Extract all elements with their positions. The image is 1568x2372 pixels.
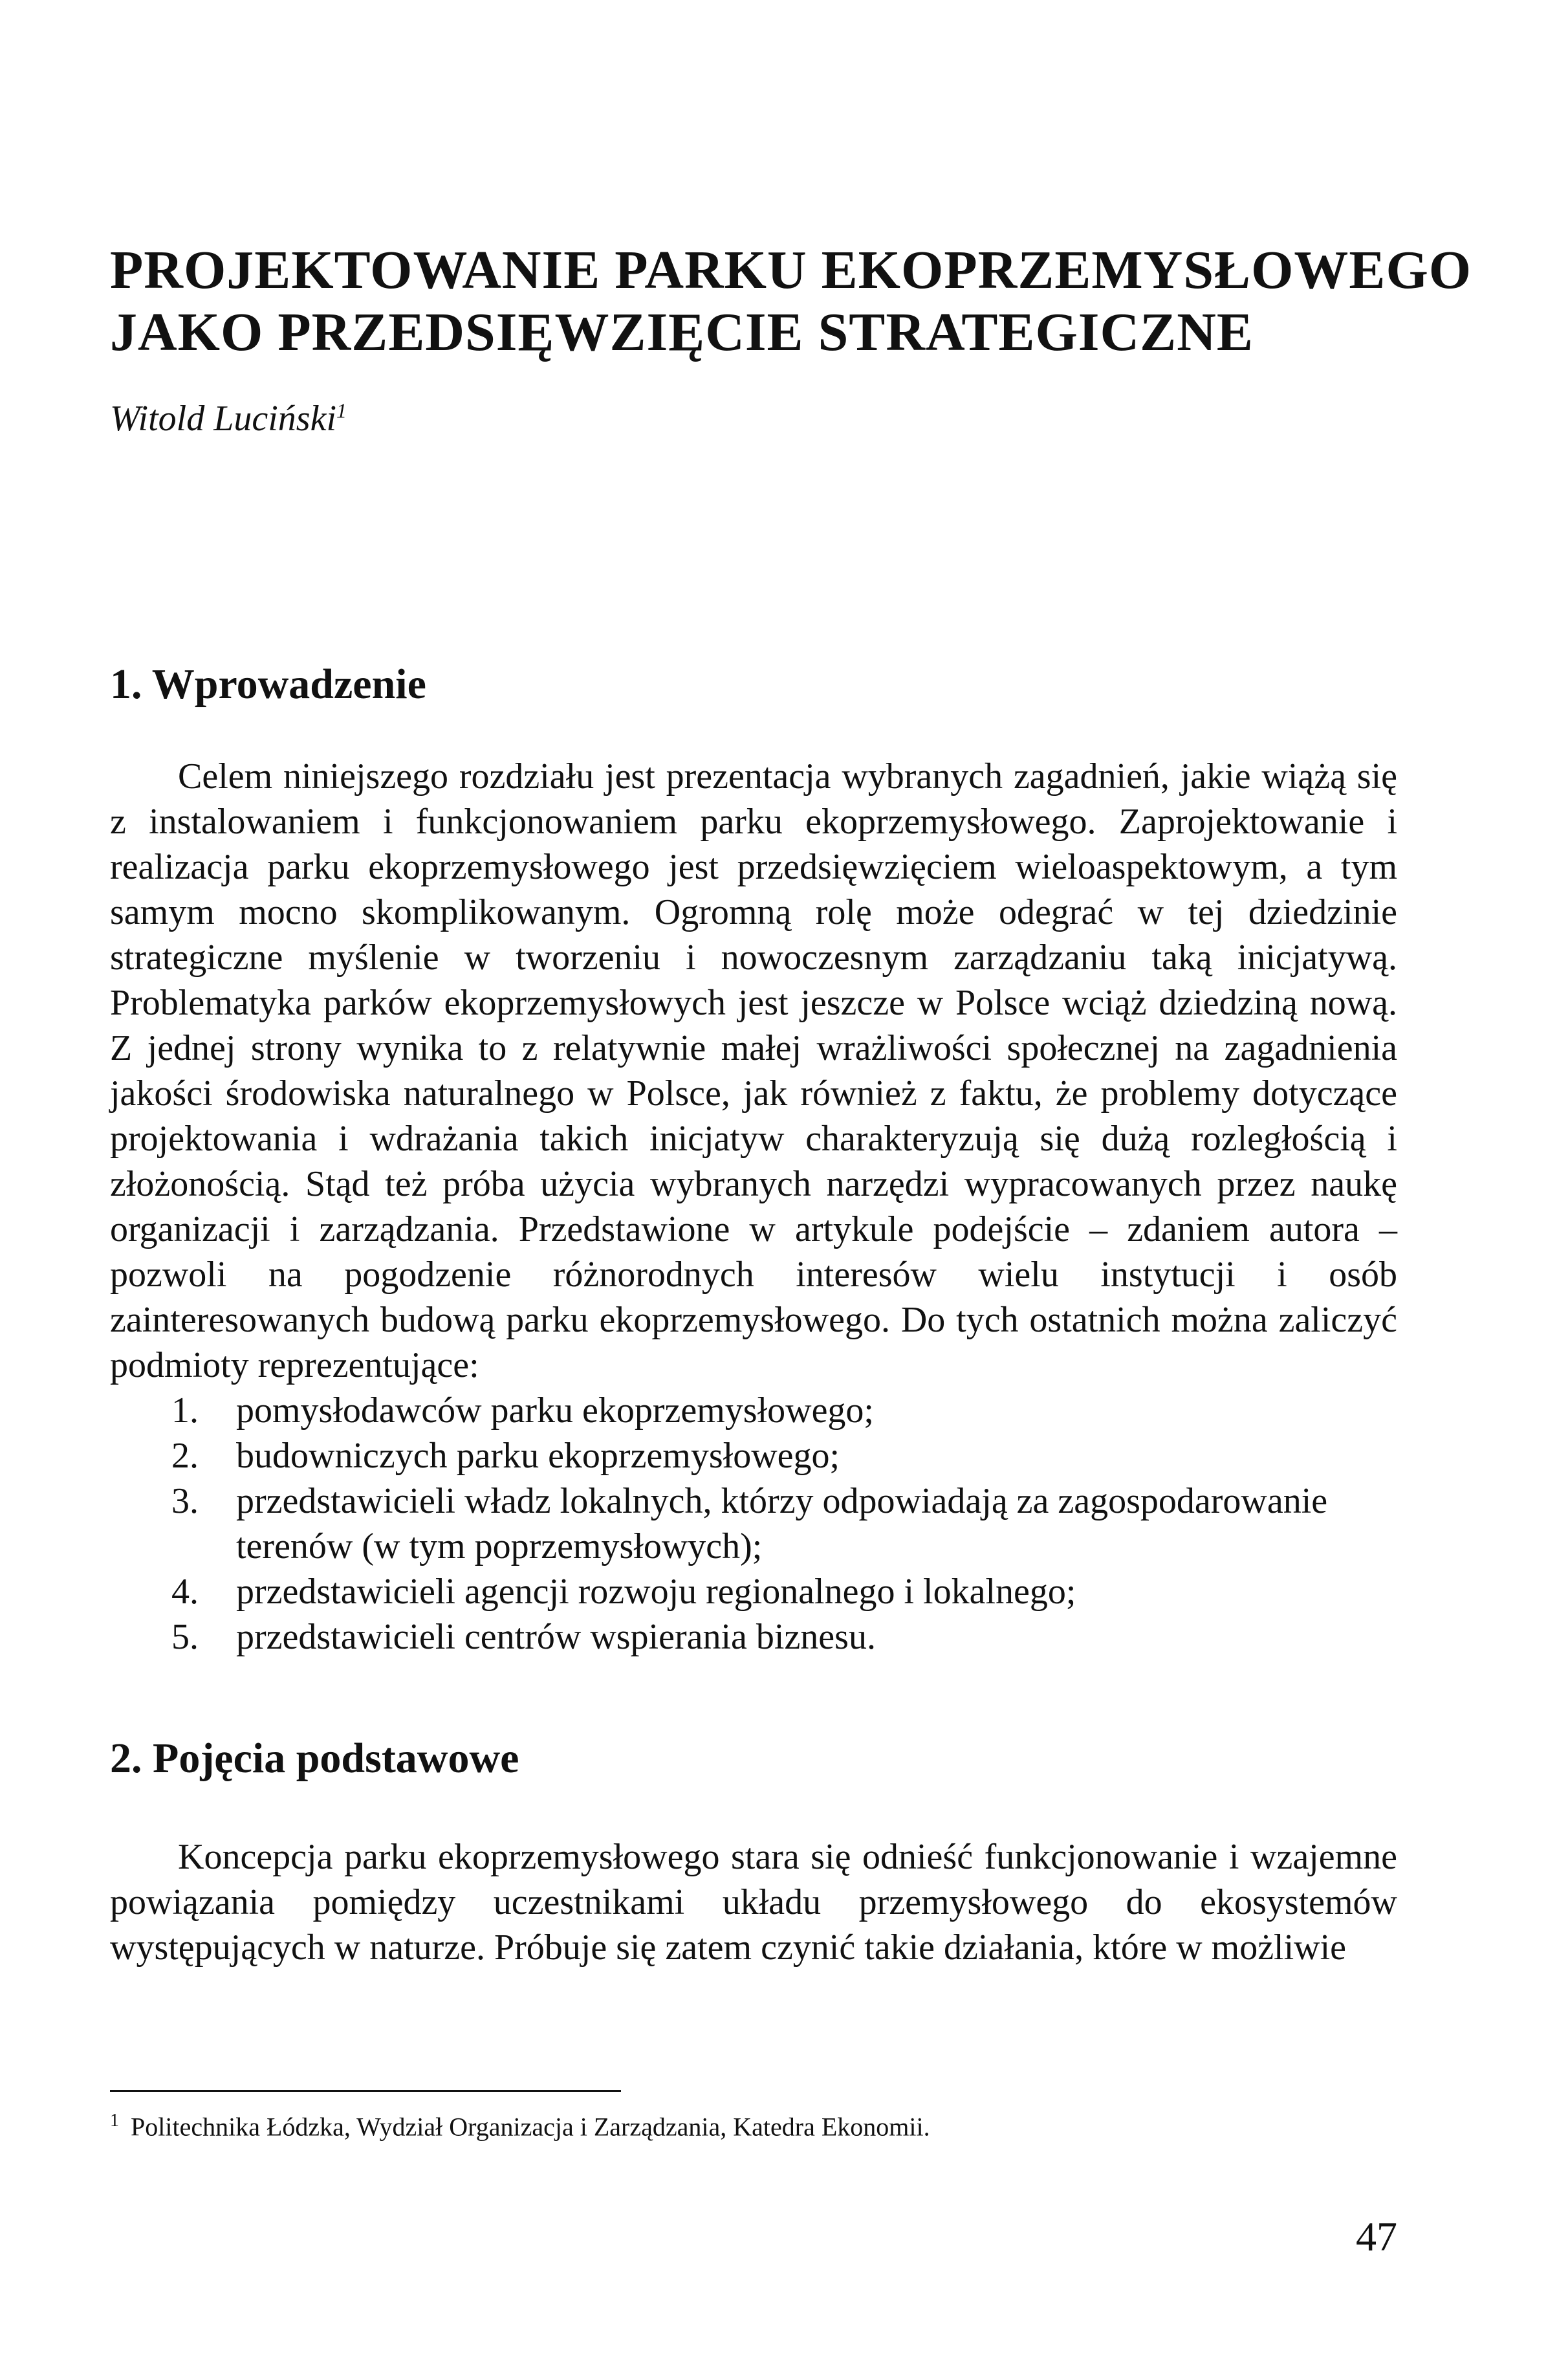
article-title-line-2: JAKO PRZEDSIĘWZIĘCIE STRATEGICZNE bbox=[110, 302, 1254, 362]
author-line bbox=[110, 398, 347, 439]
article-title bbox=[110, 239, 1472, 364]
section-1-paragraph: Celem niniejszego rozdziału jest prezentacja wybranych zagadnień, jakie wiążą się z instalowaniem i funkcjonowaniem parku ekoprzemysłowego. Zaprojektowanie i realizacja parku ekoprzemysłowego jest przedsięwzięciem wieloaspektowym, a tym samym mocno skomplikowanym. Ogromną rolę może odegrać w tej dziedzinie strategiczne myślenie w tworzeniu i nowoczesnym zarządzaniu taką inicjatywą. Problematyka parków ekoprzemysłowych jest jeszcze w Polsce wciąż dziedziną nową. Z jednej strony wynika to z relatywnie małej wrażliwości społecznej na zagadnienia jakości środowiska naturalnego w Polsce, jak również z faktu, że problemy dotyczące projektowania i wdrażania takich inicjatyw charakteryzują się dużą rozległością i złożonością. Stąd też próba użycia wybranych narzędzi wypracowanych przez naukę organizacji i zarządzania. Przedstawione w artykule podejście – zdaniem autora – pozwoli na pogodzenie różnorodnych interesów wielu instytucji i osób zainteresowanych budową parku ekoprzemysłowego. Do tych ostatnich można zaliczyć podmioty reprezentujące: bbox=[110, 756, 1397, 1385]
author-name: Witold Luciński bbox=[110, 399, 336, 439]
stakeholder-list bbox=[110, 1388, 1397, 1660]
list-item bbox=[110, 1478, 1397, 1569]
list-item-text: przedstawicieli agencji rozwoju regionalnego i lokalnego; bbox=[236, 1572, 1076, 1612]
footnote-text: Politechnika Łódzka, Wydział Organizacja i Zarządzania, Katedra Ekonomii. bbox=[131, 2112, 930, 2142]
list-item-number: 2. bbox=[171, 1436, 199, 1476]
list-item bbox=[110, 1388, 1397, 1433]
list-item-text: przedstawicieli władz lokalnych, którzy odpowiadają za zagospodarowanie terenów (w tym poprzemysłowych); bbox=[236, 1481, 1328, 1566]
list-item-number: 4. bbox=[171, 1572, 199, 1612]
list-item-number: 1. bbox=[171, 1390, 199, 1431]
list-item-number: 5. bbox=[171, 1617, 199, 1657]
list-item-text: pomysłodawców parku ekoprzemysłowego; bbox=[236, 1390, 874, 1431]
list-item-number: 3. bbox=[171, 1481, 199, 1521]
page-number: 47 bbox=[1356, 2213, 1397, 2259]
section-1-heading: 1. Wprowadzenie bbox=[110, 661, 426, 708]
article-title-line-1: PROJEKTOWANIE PARKU EKOPRZEMYSŁOWEGO bbox=[110, 240, 1472, 300]
footnote-mark: 1 bbox=[110, 2111, 119, 2131]
footnote-divider bbox=[110, 2090, 621, 2092]
list-item bbox=[110, 1569, 1397, 1614]
section-2-heading: 2. Pojęcia podstawowe bbox=[110, 1735, 519, 1782]
list-item bbox=[110, 1614, 1397, 1660]
document-page bbox=[110, 0, 1472, 2372]
section-2-paragraph: Koncepcja parku ekoprzemysłowego stara się odnieść funkcjonowanie i wzajemne powiązania pomiędzy uczestnikami układu przemysłowego do ekosystemów występujących w naturze. Próbuje się zatem czynić takie działania, które w możliwie bbox=[110, 1837, 1397, 1968]
footnote bbox=[110, 2109, 930, 2144]
author-footnote-mark: 1 bbox=[336, 399, 347, 423]
list-item bbox=[110, 1433, 1397, 1478]
list-item-text: przedstawicieli centrów wspierania biznesu. bbox=[236, 1617, 876, 1657]
list-item-text: budowniczych parku ekoprzemysłowego; bbox=[236, 1436, 840, 1476]
